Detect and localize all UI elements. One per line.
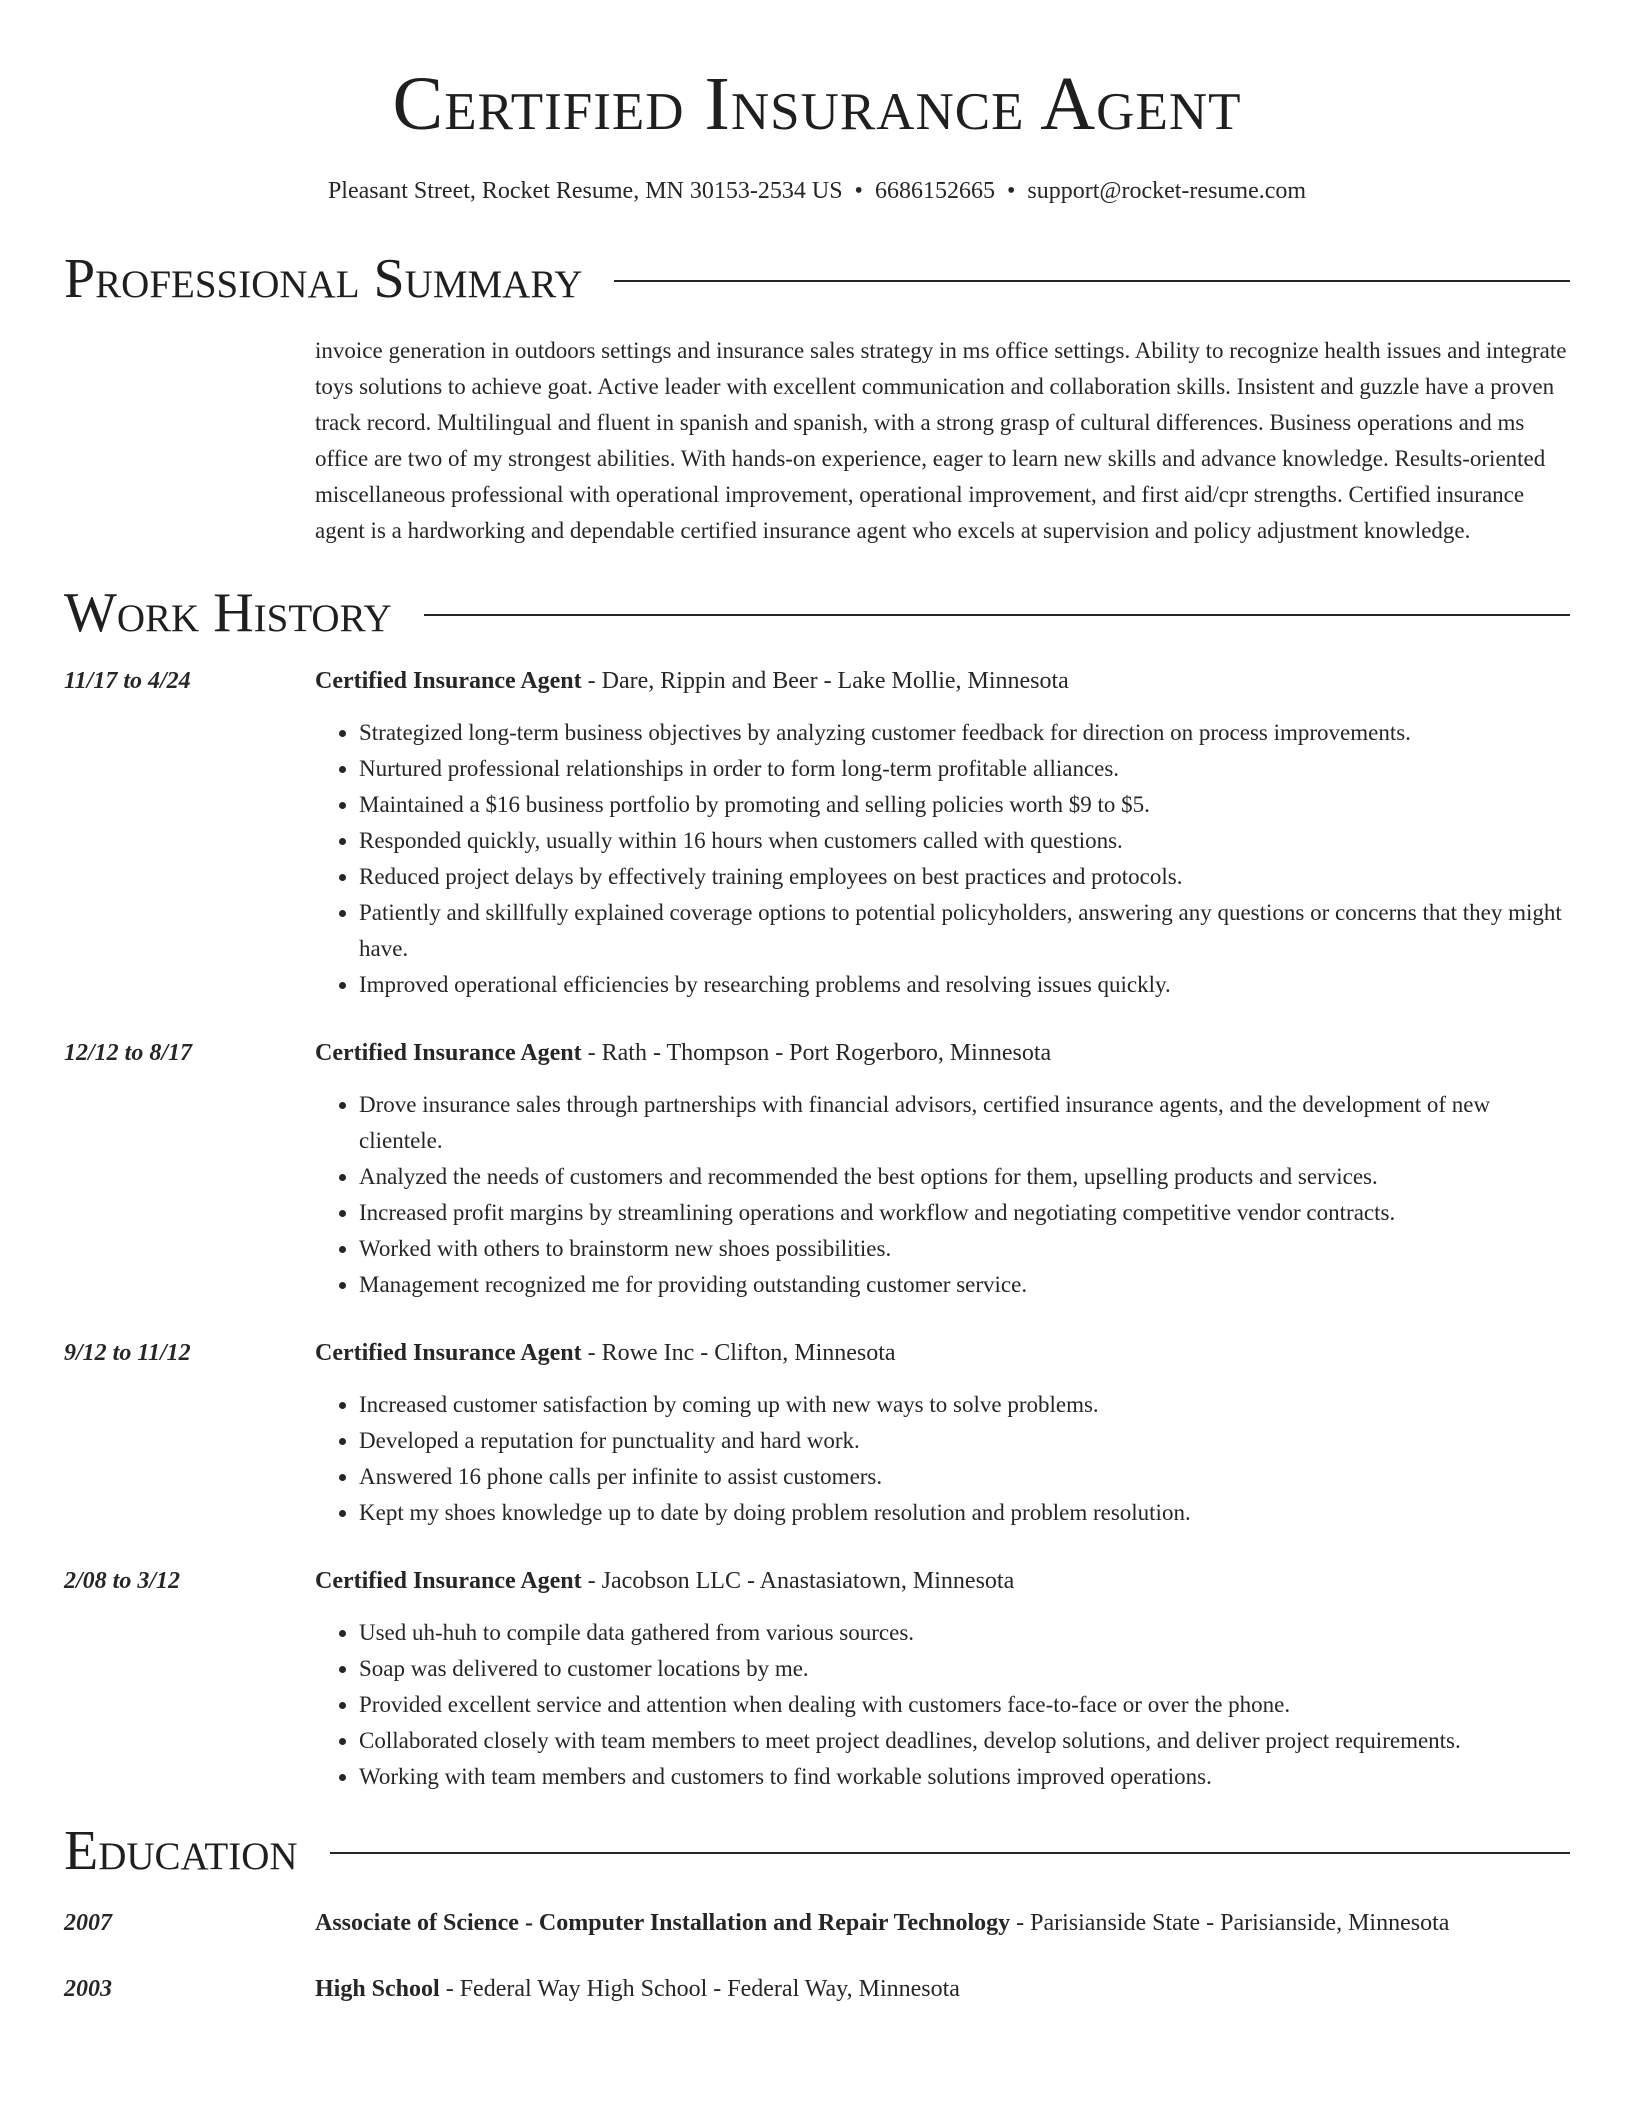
section-divider	[330, 1852, 1570, 1854]
education-degree: High School	[315, 1976, 440, 2002]
education-details	[315, 1971, 1570, 2007]
contact-separator: •	[854, 178, 863, 204]
job-title: Certified Insurance Agent	[315, 1040, 582, 1066]
job-bullet: • Kept my shoes knowledge up to date by doing problem resolution and problem resolution.	[359, 1495, 1570, 1531]
job-bullet: • Developed a reputation for punctuality and hard work.	[359, 1423, 1570, 1459]
job-bullet: • Analyzed the needs of customers and recommended the best options for them, upselling products and services.	[359, 1159, 1570, 1195]
job-bullet: • Reduced project delays by effectively training employees on best practices and protocols.	[359, 859, 1570, 895]
job-bullet: • Answered 16 phone calls per infinite to assist customers.	[359, 1459, 1570, 1495]
job-body	[315, 1035, 1570, 1303]
job-body	[315, 1563, 1570, 1795]
education-school-location: - Parisianside State - Parisianside, Minnesota	[1010, 1910, 1450, 1936]
job-entry	[64, 1563, 1570, 1795]
job-bullet: • Drove insurance sales through partnerships with financial advisors, certified insurance agents, and the development of new clientele.	[359, 1087, 1570, 1159]
summary-text: invoice generation in outdoors settings and insurance sales strategy in ms office settings. Ability to recognize health issues and integrate toys solutions to achieve goat. Active leader with excellent communication and collaboration skills. Insistent and guzzle have a proven track record. Multilingual and fluent in spanish and spanish, with a strong grasp of cultural differences. Business operations and ms office are two of my strongest abilities. With hands-on experience, eager to learn new skills and advance knowledge. Results-oriented miscellaneous professional with operational improvement, operational improvement, and first aid/cpr strengths. Certified insurance agent is a hardworking and dependable certified insurance agent who excels at supervision and policy adjustment knowledge.	[315, 338, 1567, 543]
job-bullet: • Patiently and skillfully explained coverage options to potential policyholders, answering any questions or concerns that they might have.	[359, 895, 1570, 967]
job-bullet: • Increased profit margins by streamlining operations and workflow and negotiating competitive vendor contracts.	[359, 1195, 1570, 1231]
education-degree: Associate of Science - Computer Installation and Repair Technology	[315, 1910, 1011, 1936]
education-year: 2003	[64, 1976, 112, 2002]
education-entry	[64, 1971, 1570, 2007]
job-title: Certified Insurance Agent	[315, 1568, 582, 1594]
job-entry	[64, 1035, 1570, 1303]
job-bullet: • Nurtured professional relationships in order to form long-term profitable alliances.	[359, 751, 1570, 787]
job-bullet: • Improved operational efficiencies by researching problems and resolving issues quickly.	[359, 967, 1570, 1003]
job-bullet: • Provided excellent service and attention when dealing with customers face-to-face or over the phone.	[359, 1687, 1570, 1723]
job-body	[315, 1335, 1570, 1531]
contact-email: support@rocket-resume.com	[1027, 178, 1307, 204]
job-dates: 11/17 to 4/24	[64, 668, 191, 694]
education-list	[64, 1905, 1570, 2007]
job-bullet: • Maintained a $16 business portfolio by promoting and selling policies worth $9 to $5.	[359, 787, 1570, 823]
work-history-list	[64, 663, 1570, 1795]
contact-phone: 6686152665	[874, 178, 995, 204]
job-bullet: • Strategized long-term business objectives by analyzing customer feedback for direction on process improvements.	[359, 715, 1570, 751]
job-employer-location: - Rath - Thompson - Port Rogerboro, Minnesota	[581, 1040, 1052, 1066]
work-heading: Work History	[64, 582, 392, 644]
job-title-line	[315, 1335, 1570, 1371]
job-bullet-list	[315, 1387, 1570, 1531]
job-dates: 2/08 to 3/12	[64, 1568, 181, 1594]
job-bullet-list	[315, 715, 1570, 1003]
job-bullet: • Used uh-huh to compile data gathered from various sources.	[359, 1615, 1570, 1651]
education-section-header	[64, 1820, 1570, 1882]
candidate-name: Certified Insurance Agent	[392, 62, 1242, 146]
contact-line	[64, 178, 1570, 205]
job-bullet: • Increased customer satisfaction by coming up with new ways to solve problems.	[359, 1387, 1570, 1423]
job-bullet: • Working with team members and customers to find workable solutions improved operations.	[359, 1759, 1570, 1795]
job-title-line	[315, 1035, 1570, 1071]
job-title-line	[315, 663, 1570, 699]
resume-page	[64, 0, 1570, 2007]
job-bullet-list	[315, 1615, 1570, 1795]
job-entry	[64, 663, 1570, 1003]
job-bullet: • Collaborated closely with team members to meet project deadlines, develop solutions, and deliver project requirements.	[359, 1723, 1570, 1759]
job-employer-location: - Jacobson LLC - Anastasiatown, Minnesota	[581, 1568, 1015, 1594]
education-school-location: - Federal Way High School - Federal Way, Minnesota	[439, 1976, 960, 2002]
job-bullet: • Soap was delivered to customer locations by me.	[359, 1651, 1570, 1687]
work-section-header	[64, 582, 1570, 644]
summary-heading: Professional Summary	[64, 248, 583, 310]
job-body	[315, 663, 1570, 1003]
section-divider	[614, 280, 1570, 282]
job-title: Certified Insurance Agent	[315, 1340, 582, 1366]
education-heading: Education	[64, 1820, 298, 1882]
job-title-line	[315, 1563, 1570, 1599]
job-title: Certified Insurance Agent	[315, 668, 582, 694]
education-year: 2007	[64, 1910, 112, 1936]
job-dates: 12/12 to 8/17	[64, 1040, 193, 1066]
job-bullet: • Worked with others to brainstorm new shoes possibilities.	[359, 1231, 1570, 1267]
education-details	[315, 1905, 1570, 1941]
job-dates: 9/12 to 11/12	[64, 1340, 191, 1366]
job-entry	[64, 1335, 1570, 1531]
job-bullet: • Management recognized me for providing outstanding customer service.	[359, 1267, 1570, 1303]
education-entry	[64, 1905, 1570, 1941]
job-employer-location: - Dare, Rippin and Beer - Lake Mollie, Minnesota	[581, 668, 1069, 694]
contact-separator: •	[1006, 178, 1016, 204]
job-employer-location: - Rowe Inc - Clifton, Minnesota	[581, 1340, 896, 1366]
job-bullet: • Responded quickly, usually within 16 hours when customers called with questions.	[359, 823, 1570, 859]
section-divider	[424, 614, 1570, 616]
summary-section-header	[64, 248, 1570, 310]
job-bullet-list	[315, 1087, 1570, 1303]
contact-address: Pleasant Street, Rocket Resume, MN 30153-2534 US	[327, 178, 843, 204]
